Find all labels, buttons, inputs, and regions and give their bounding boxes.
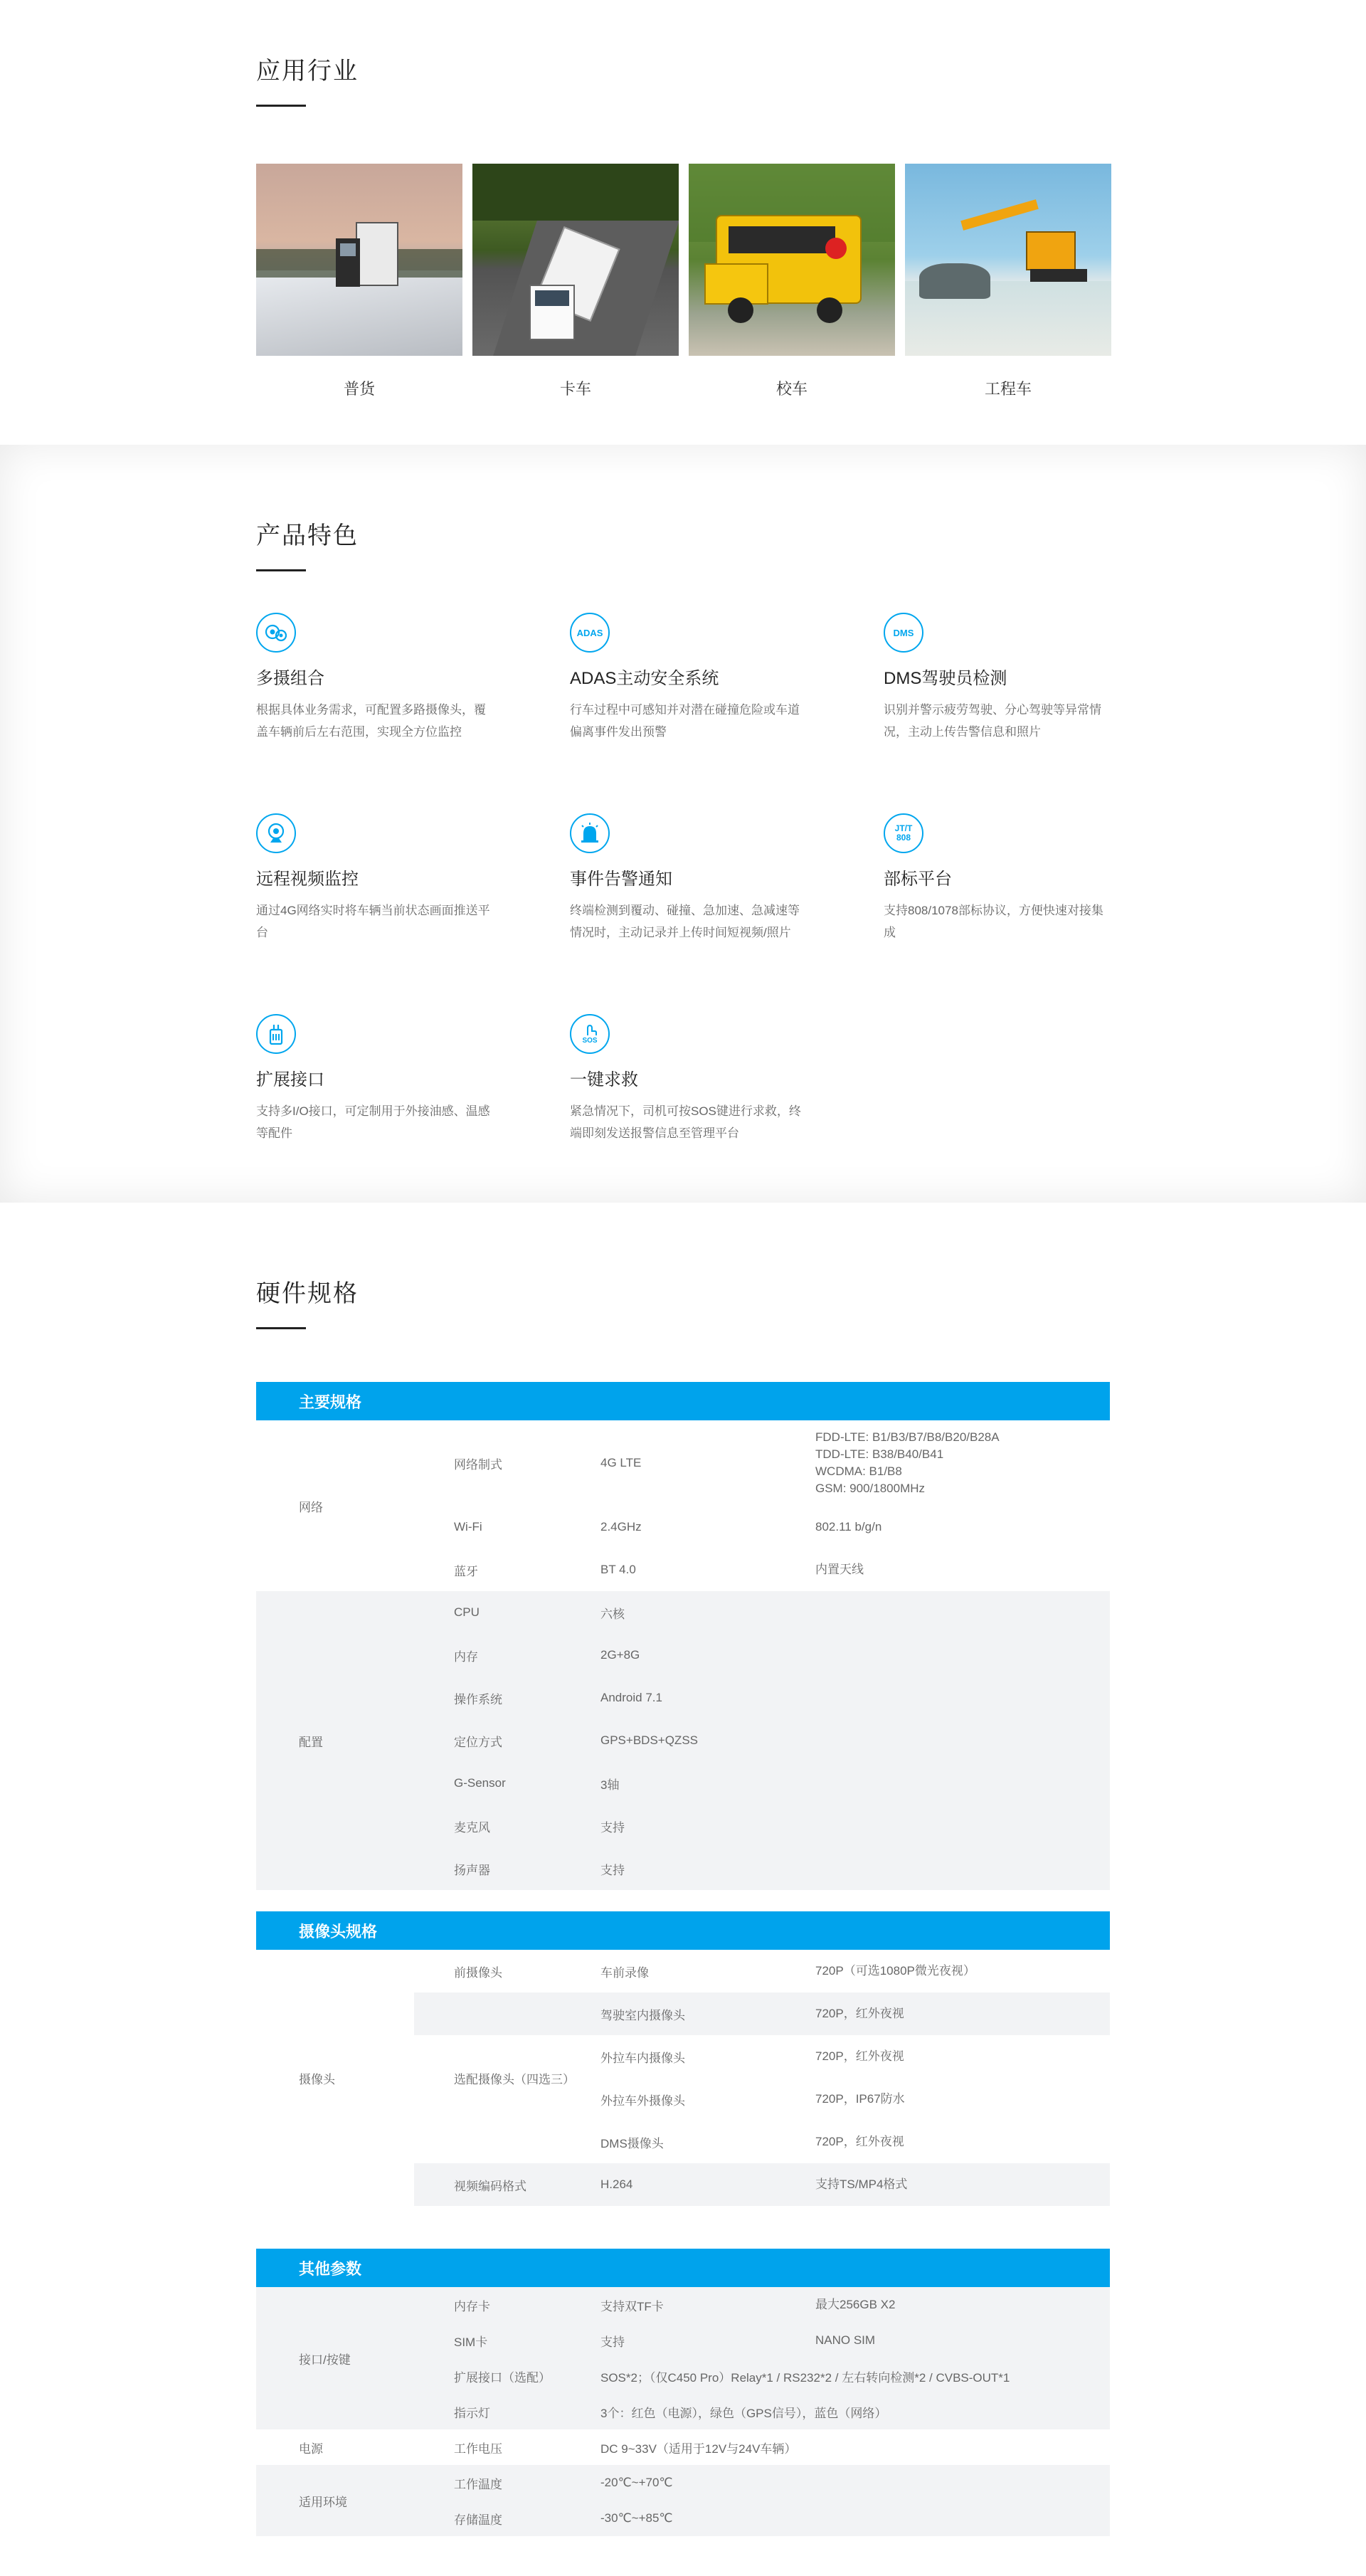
row-key: 内存卡 (414, 2287, 600, 2323)
row-value: 4G LTE (600, 1456, 642, 1469)
row-value: 外拉车内摄像头 (600, 2051, 685, 2065)
row-note: 720P，红外夜视 (815, 2135, 904, 2148)
feature-desc: 通过4G网络实时将车辆当前状态画面推送平台 (256, 904, 490, 939)
group-title: 其他参数 (256, 2249, 1110, 2287)
feature-sos (570, 1014, 884, 1156)
industry-label: 校车 (775, 380, 808, 398)
row-value: DMS摄像头 (600, 2136, 664, 2150)
feature-expansion (256, 1014, 570, 1156)
truck-photo (472, 164, 679, 356)
row-key: Wi-Fi (454, 1520, 482, 1534)
row-note (815, 1762, 1110, 1805)
group-title: 摄像头规格 (256, 1911, 1110, 1950)
feature-name: 部标平台 (884, 870, 952, 889)
row-value: 外拉车外摄像头 (600, 2094, 685, 2108)
row-note: 720P，红外夜视 (815, 2049, 904, 2063)
feature-desc: 紧急情况下，司机可按SOS键进行求救，终端即刻发送报警信息至管理平台 (570, 1104, 801, 1140)
band-line: TDD-LTE: B38/B40/B41 (815, 1447, 944, 1461)
row-note: 802.11 b/g/n (815, 1520, 882, 1534)
feature-dms (884, 613, 1110, 778)
table-gap (256, 1890, 1110, 1911)
row-note (815, 1634, 1110, 1677)
row-note (815, 1591, 1110, 1634)
row-value: H.264 (600, 2163, 815, 2206)
row-note: 内置天线 (815, 1563, 864, 1576)
row-key: 工作温度 (414, 2465, 600, 2501)
sos-icon-label: SOS (582, 1036, 598, 1045)
feature-desc: 支持多I/O接口，可定制用于外接油感、温感等配件 (256, 1104, 490, 1140)
row-key: 扩展接口（选配） (414, 2358, 600, 2394)
row-key: 麦克风 (414, 1805, 600, 1847)
row-key: 扬声器 (414, 1847, 600, 1890)
row-value: SOS*2；（仅C450 Pro）Relay*1 / RS232*2 / 左右转向检测*2 / CVBS-OUT*1 (600, 2358, 1110, 2394)
table-row (256, 1420, 1110, 1506)
webcam-icon (256, 813, 296, 853)
feature-name: 一键求救 (570, 1070, 638, 1089)
row-value: GPS+BDS+QZSS (600, 1719, 815, 1762)
section-title: 应用行业 (256, 58, 359, 85)
row-key: 选配摄像头（四选三） (414, 1992, 600, 2163)
industry-card-excavator[interactable] (905, 164, 1111, 399)
row-key: 定位方式 (414, 1719, 600, 1762)
row-category: 配置 (256, 1591, 414, 1890)
adas-icon: ADAS (570, 613, 610, 653)
title-underline (256, 1327, 306, 1329)
features-grid (256, 613, 1110, 1156)
row-key: 指示灯 (414, 2394, 600, 2429)
industry-card-general[interactable] (256, 164, 462, 399)
row-value: 驾驶室内摄像头 (600, 1992, 815, 2035)
feature-name: DMS驾驶员检测 (884, 669, 1007, 688)
row-key: 操作系统 (414, 1677, 600, 1719)
table-group-header (256, 2249, 1110, 2287)
row-note (815, 1847, 1110, 1890)
row-value: 2G+8G (600, 1634, 815, 1677)
row-note (815, 1420, 1110, 1506)
feature-desc: 行车过程中可感知并对潜在碰撞危险或车道偏离事件发出预警 (570, 703, 800, 739)
feature-name: ADAS主动安全系统 (570, 669, 719, 688)
row-category: 网络 (299, 1500, 323, 1514)
row-note: NANO SIM (815, 2323, 1110, 2358)
table-row (256, 2287, 1110, 2323)
row-note: 最大256GB X2 (815, 2287, 1110, 2323)
row-value: 支持 (600, 2323, 815, 2358)
feature-desc: 终端检测到覆动、碰撞、急加速、急减速等情况时，主动记录并上传时间短视频/照片 (570, 904, 800, 939)
features-section (0, 445, 1366, 1203)
row-category: 摄像头 (299, 2072, 335, 2086)
table-row (256, 2465, 1110, 2501)
row-category: 适用环境 (256, 2465, 414, 2536)
row-key: 视频编码格式 (414, 2163, 600, 2206)
table-group-header (256, 1382, 1110, 1420)
row-value: 3个：红色（电源），绿色（GPS信号），蓝色（网络） (600, 2394, 1110, 2429)
feature-desc: 根据具体业务需求，可配置多路摄像头，覆盖车辆前后左右范围，实现全方位监控 (256, 703, 486, 739)
row-key: 蓝牙 (454, 1564, 478, 1578)
row-key: 存储温度 (414, 2501, 600, 2536)
feature-name: 事件告警通知 (570, 870, 672, 889)
band-line: GSM: 900/1800MHz (815, 1482, 926, 1495)
title-underline (256, 569, 306, 571)
expansion-port-icon (256, 1014, 296, 1054)
feature-remote-video (256, 813, 570, 978)
row-note (815, 2501, 1110, 2536)
industry-label: 卡车 (559, 380, 591, 398)
feature-platform (884, 813, 1110, 978)
row-key: 前摄像头 (454, 1965, 502, 1980)
row-value: 3轴 (600, 1762, 815, 1805)
row-note: 支持TS/MP4格式 (815, 2163, 1110, 2206)
row-key: SIM卡 (414, 2323, 600, 2358)
table-row (256, 1591, 1110, 1634)
row-key: 内存 (414, 1634, 600, 1677)
row-value: 支持 (600, 1847, 815, 1890)
row-key: 网络制式 (454, 1457, 502, 1472)
row-value: 支持双TF卡 (600, 2287, 815, 2323)
camera-group-icon (256, 613, 296, 653)
table-gap (256, 2206, 1110, 2249)
industry-card-bus[interactable] (689, 164, 895, 399)
feature-alarm (570, 813, 884, 978)
row-note (815, 1677, 1110, 1719)
band-line: FDD-LTE: B1/B3/B7/B8/B20/B28A (815, 1430, 1000, 1444)
group-title: 主要规格 (256, 1382, 1110, 1420)
row-note (815, 2465, 1110, 2501)
industry-label: 普货 (343, 380, 375, 398)
row-value: 六核 (600, 1591, 815, 1634)
row-note: 720P，IP67防水 (815, 2092, 905, 2106)
section-title: 硬件规格 (256, 1280, 359, 1307)
feature-multi-camera (256, 613, 570, 778)
title-underline (256, 105, 306, 107)
excavator-photo (905, 164, 1111, 356)
row-key: CPU (414, 1591, 600, 1634)
jtt808-icon: JT/T 808 (884, 813, 923, 853)
feature-desc: 支持808/1078部标协议，方便快速对接集成 (884, 904, 1103, 939)
row-value: Android 7.1 (600, 1677, 815, 1719)
feature-desc: 识别并警示疲劳驾驶、分心驾驶等异常情况，主动上传告警信息和照片 (884, 703, 1101, 739)
general-cargo-photo (256, 164, 462, 356)
feature-name: 扩展接口 (256, 1070, 324, 1089)
row-note: 720P，红外夜视 (815, 1992, 1110, 2035)
dms-icon: DMS (884, 613, 923, 653)
feature-adas (570, 613, 884, 778)
row-value: -30℃~+85℃ (600, 2501, 815, 2536)
row-value: -20℃~+70℃ (600, 2465, 815, 2501)
row-note: 720P（可选1080P微光夜视） (815, 1964, 975, 1978)
band-line: WCDMA: B1/B8 (815, 1464, 902, 1478)
row-note (815, 1719, 1110, 1762)
row-value: BT 4.0 (600, 1563, 636, 1576)
industry-label: 工程车 (984, 380, 1032, 398)
row-key: G-Sensor (414, 1762, 600, 1805)
row-note (815, 1805, 1110, 1847)
row-category: 接口/按键 (256, 2287, 414, 2429)
industry-grid (256, 164, 1110, 399)
spec-section (0, 1203, 1366, 2576)
feature-name: 远程视频监控 (256, 870, 359, 889)
industry-section (0, 0, 1366, 445)
table-group-header (256, 1911, 1110, 1950)
row-category: 电源 (299, 2442, 323, 2456)
sos-button-icon (570, 1014, 610, 1054)
school-bus-photo (689, 164, 895, 356)
table-row (256, 1950, 1110, 1992)
row-key: 工作电压 (454, 2442, 502, 2456)
row-value: DC 9~33V（适用于12V与24V车辆） (600, 2442, 797, 2456)
feature-name: 多摄组合 (256, 669, 324, 688)
row-value: 支持 (600, 1805, 815, 1847)
industry-card-truck[interactable] (472, 164, 679, 399)
section-title: 产品特色 (256, 522, 359, 549)
alarm-bell-icon (570, 813, 610, 853)
row-value: 车前录像 (600, 1965, 649, 1980)
table-row (256, 2429, 1110, 2465)
spec-table (256, 1382, 1110, 2536)
row-value: 2.4GHz (600, 1520, 642, 1534)
